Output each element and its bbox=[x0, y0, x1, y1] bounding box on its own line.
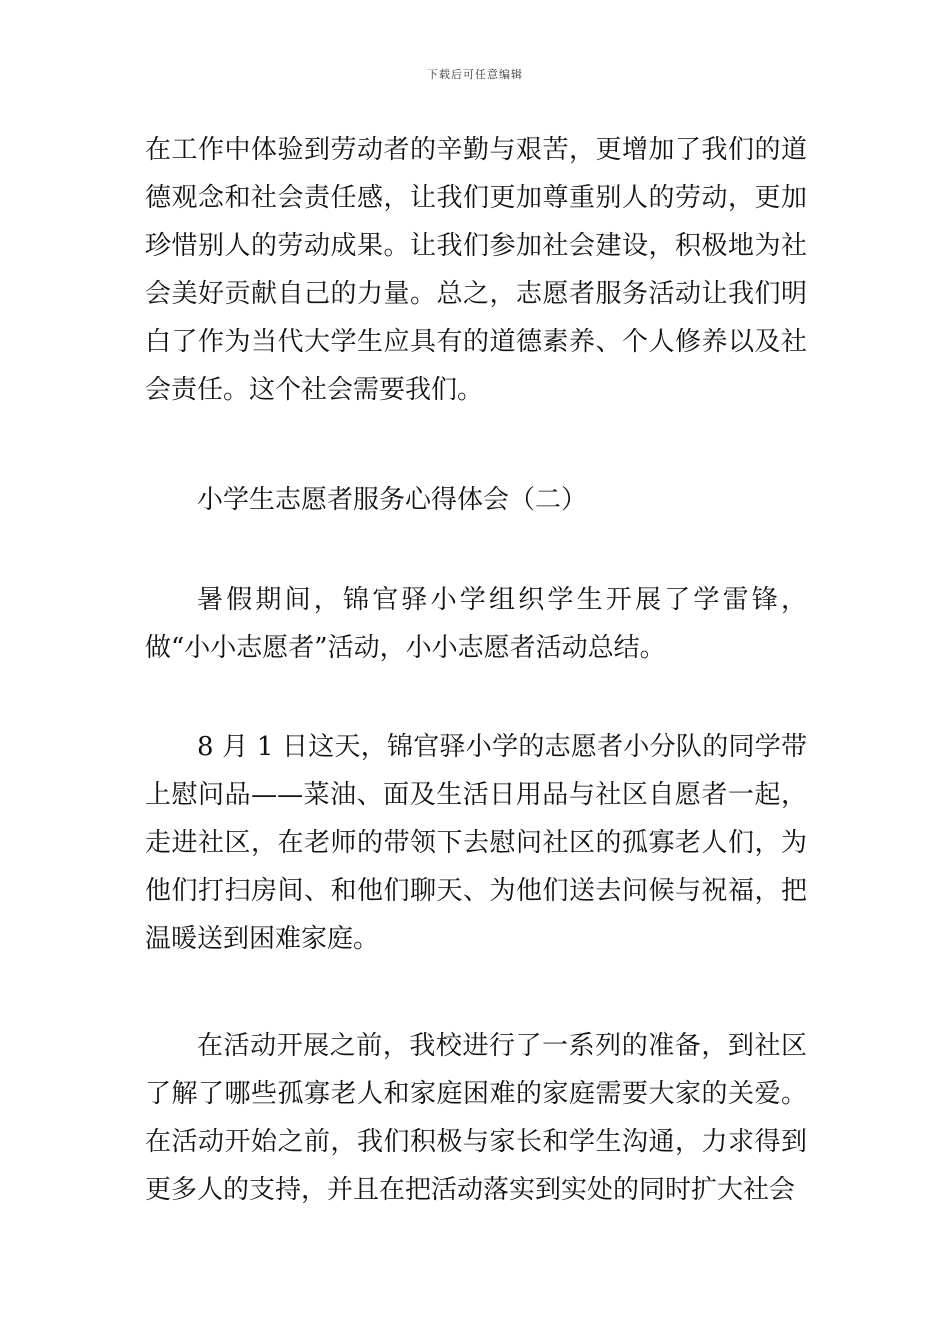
paragraph-preparation: 在活动开展之前，我校进行了一系列的准备，到社区了解了哪些孤寡老人和家庭困难的家庭需要大家的关爱。在活动开始之前，我们积极与家长和学生沟通，力求得到更多人的支持，并且在把活动落实到实处的同时扩大社会 bbox=[145, 1031, 807, 1205]
paragraph-continuation: 在工作中体验到劳动者的辛勤与艰苦，更增加了我们的道德观念和社会责任感，让我们更加尊重别人的劳动，更加珍惜别人的劳动成果。让我们参加社会建设，积极地为社会美好贡献自己的力量。总之，志愿者服务活动让我们明白了作为当代大学生应具有的道德素养、个人修养以及社会责任。这个社会需要我们。 bbox=[145, 135, 807, 405]
header-note: 下载后可任意编辑 bbox=[427, 68, 523, 81]
section-title: 小学生志愿者服务心得体会（二） bbox=[197, 485, 588, 515]
paragraph-intro: 暑假期间，锦官驿小学组织学生开展了学雷锋，做“小小志愿者”活动，小小志愿者活动总结。 bbox=[145, 585, 807, 663]
paragraph-activity: 8 月 1 日这天，锦官驿小学的志愿者小分队的同学带上慰问品——菜油、面及生活日用品与社区自愿者一起，走进社区，在老师的带领下去慰问社区的孤寡老人们，为他们打扫房间、和他们聊天、为他们送去问候与祝福，把温暖送到困难家庭。 bbox=[145, 732, 807, 954]
